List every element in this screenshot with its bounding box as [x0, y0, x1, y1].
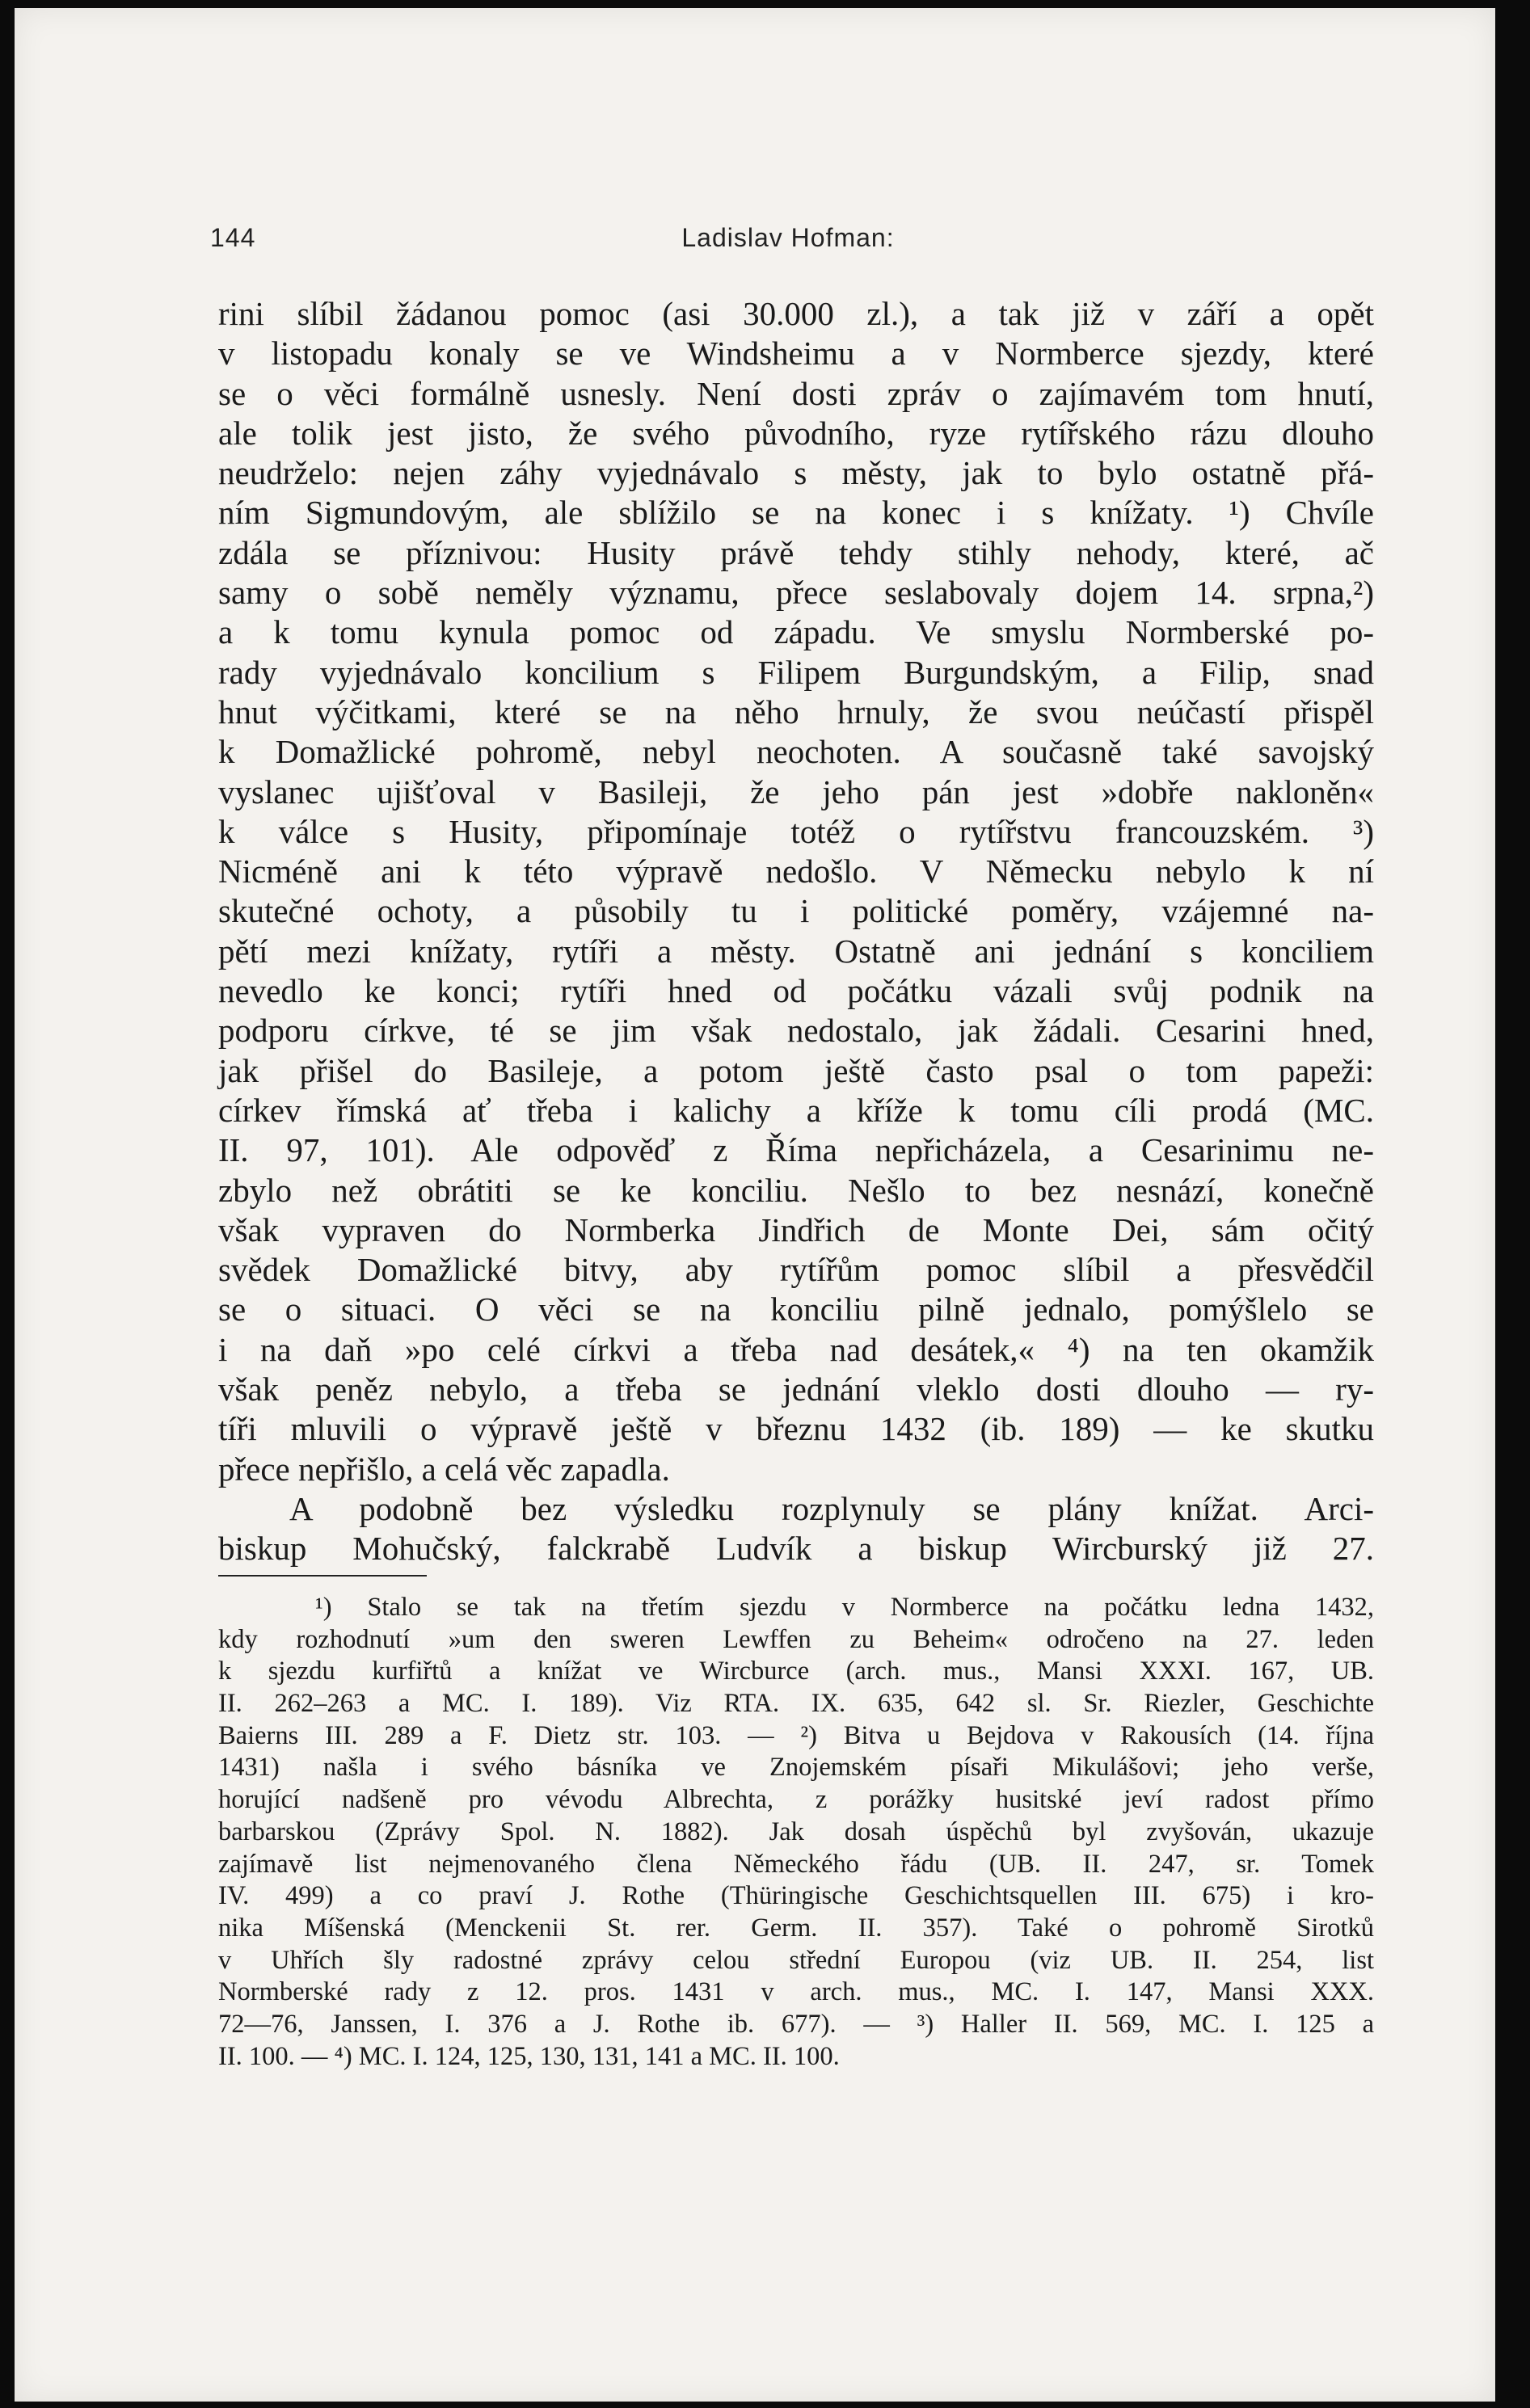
- running-head: Ladislav Hofman:: [681, 223, 895, 252]
- text-line: pětí mezi knížaty, rytíři a městy. Ostatně ani jednání s konciliem: [218, 932, 1374, 970]
- footnote-line: 1431) našla i svého básníka ve Znojemském písaři Mikulášovi; jeho verše,: [218, 1753, 1374, 1783]
- text-line: zdála se příznivou: Husity právě tehdy stihly nehody, které, ač: [218, 533, 1374, 571]
- text-line: však vypraven do Normberka Jindřich de Monte Dei, sám očitý: [218, 1210, 1374, 1248]
- footnote-line: II. 262–263 a MC. I. 189). Viz RTA. IX. 635, 642 sl. Sr. Riezler, Geschichte: [218, 1689, 1374, 1719]
- text-line: se o situaci. O věci se na konciliu pilně jednalo, pomýšlelo se: [218, 1290, 1374, 1328]
- footnote-line: Baierns III. 289 a F. Dietz str. 103. — ²) Bitva u Bejdova v Rakousích (14. října: [218, 1720, 1374, 1750]
- footnote-line: 72—76, Janssen, I. 376 a J. Rothe ib. 677). — ³) Haller II. 569, MC. I. 125 a: [218, 2009, 1374, 2039]
- footnote-line: horující nadšeně pro vévodu Albrechta, z porážky husitské jeví radost přímo: [218, 1785, 1374, 1815]
- text-line: podporu církve, té se jim však nedostalo, jak žádali. Cesarini hned,: [218, 1012, 1374, 1050]
- text-line: jak přišel do Basileje, a potom ještě často psal o tom papeži:: [218, 1051, 1374, 1089]
- footnote-line: v Uhřích šly radostné zprávy celou střední Europou (viz UB. II. 254, list: [218, 1945, 1374, 1975]
- text-line: církev římská ať třeba i kalichy a kříže k tomu cíli prodá (MC.: [218, 1091, 1374, 1129]
- text-line: neudrželo: nejen záhy vyjednávalo s městy, jak to bylo ostatně přá-: [218, 454, 1374, 492]
- footnote-line: k sjezdu kurfiřtů a knížat ve Wircburce (arch. mus., Mansi XXXI. 167, UB.: [218, 1657, 1374, 1686]
- text-line: ale tolik jest jisto, že svého původního, ryze rytířského rázu dlouho: [218, 414, 1374, 452]
- text-line: rady vyjednávalo koncilium s Filipem Burgundským, a Filip, snad: [218, 653, 1374, 691]
- paragraph-end-line: přece nepřišlo, a celá věc zapadla.: [218, 1450, 670, 1488]
- text-line: však peněz nebylo, a třeba se jednání vleklo dosti dlouho — ry-: [218, 1370, 1374, 1408]
- text-line: tíři mluvili o výpravě ještě v březnu 1432 (ib. 189) — ke skutku: [218, 1410, 1374, 1448]
- text-line: rini slíbil žádanou pomoc (asi 30.000 zl.), a tak již v září a opět: [218, 295, 1374, 332]
- footnote-line: IV. 499) a co praví J. Rothe (Thüringische Geschichtsquellen III. 675) i kro-: [218, 1881, 1374, 1911]
- text-line: hnut výčitkami, které se na něho hrnuly, že svou neúčastí přispěl: [218, 693, 1374, 730]
- text-line: k Domažlické pohromě, nebyl neochoten. A současně také savojský: [218, 733, 1374, 771]
- text-line: samy o sobě neměly významu, přece seslabovaly dojem 14. srpna,²): [218, 574, 1374, 612]
- text-line: Nicméně ani k této výpravě nedošlo. V Německu nebylo k ní: [218, 852, 1374, 890]
- text-line: svědek Domažlické bitvy, aby rytířům pomoc slíbil a přesvědčil: [218, 1251, 1374, 1289]
- text-line: nevedlo ke konci; rytíři hned od počátku vázali svůj podnik na: [218, 972, 1374, 1010]
- text-line: i na daň »po celé církvi a třeba nad desátek,« ⁴) na ten okamžik: [218, 1330, 1374, 1368]
- page-header: [210, 223, 1366, 262]
- main-text: [218, 294, 1374, 1569]
- text-line: vyslanec ujišťoval v Basileji, že jeho pán jest »dobře nakloněn«: [218, 772, 1374, 810]
- text-line: II. 97, 101). Ale odpověď z Říma nepřicházela, a Cesarinimu ne-: [218, 1131, 1374, 1169]
- text-line: a k tomu kynula pomoc od západu. Ve smyslu Normberské po-: [218, 613, 1374, 651]
- footnote-line: Normberské rady z 12. pros. 1431 v arch. mus., MC. I. 147, Mansi XXX.: [218, 1977, 1374, 2007]
- text-line: skutečné ochoty, a působily tu i politické poměry, vzájemné na-: [218, 892, 1374, 930]
- text-line: biskup Mohučský, falckrabě Ludvík a biskup Wircburský již 27.: [218, 1530, 1374, 1568]
- footnotes: [218, 1592, 1374, 2073]
- footnote-line: nika Míšenská (Menckenii St. rer. Germ. II. 357). Také o pohromě Sirotků: [218, 1913, 1374, 1943]
- text-line: se o věci formálně usnesly. Není dosti zpráv o zajímavém tom hnutí,: [218, 374, 1374, 412]
- text-line: ním Sigmundovým, ale sblížilo se na konec i s knížaty. ¹) Chvíle: [218, 494, 1374, 532]
- text-line: zbylo než obrátiti se ke konciliu. Nešlo to bez nesnází, konečně: [218, 1171, 1374, 1209]
- text-line: k válce s Husity, připomínaje totéž o rytířstvu francouzském. ³): [218, 812, 1374, 850]
- footnote-separator: [218, 1575, 427, 1577]
- footnote-line: barbarskou (Zprávy Spol. N. 1882). Jak dosah úspěchů byl zvyšován, ukazuje: [218, 1817, 1374, 1846]
- text-line: v listopadu konaly se ve Windsheimu a v Normberce sjezdy, které: [218, 335, 1374, 373]
- footnote-line: zajímavě list nejmenovaného člena Německého řádu (UB. II. 247, sr. Tomek: [218, 1849, 1374, 1879]
- footnote-line: kdy rozhodnutí »um den sweren Lewffen zu Beheim« odročeno na 27. leden: [218, 1624, 1374, 1654]
- footnote-line: ¹) Stalo se tak na třetím sjezdu v Normberce na počátku ledna 1432,: [315, 1593, 1374, 1622]
- page-number: 144: [210, 223, 256, 252]
- paragraph-start-line: A podobně bez výsledku rozplynuly se plány knížat. Arci-: [289, 1489, 1374, 1527]
- footnote-line: II. 100. — ⁴) MC. I. 124, 125, 130, 131, 141 a MC. II. 100.: [218, 2041, 840, 2071]
